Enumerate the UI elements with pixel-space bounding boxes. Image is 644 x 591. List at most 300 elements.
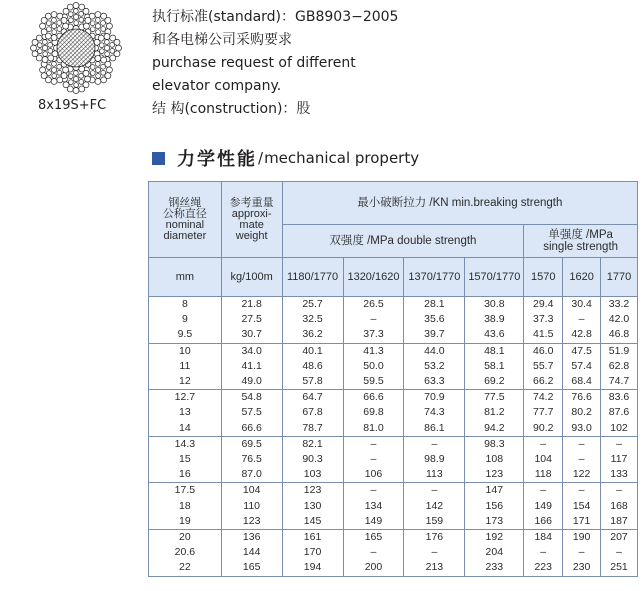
wire-circle [95,23,100,28]
table-row [149,359,638,374]
table-cell: 30.7 [221,327,282,343]
wire-circle [41,29,47,35]
construction-line: 结 构(construction)：股 [152,101,311,117]
wire-circle [63,82,69,88]
wire-circle [83,23,89,29]
wire-circle [99,49,104,54]
wire-circle [57,21,62,26]
table-cell: 171 [563,514,601,530]
wire-circle [51,12,57,18]
table-cell: 26.5 [343,297,404,313]
units-row [149,258,638,297]
requirement-line-en-1: purchase request of different [152,55,356,71]
table-row [149,545,638,560]
section-title-zh: 力学性能 [177,149,257,170]
table-cell: 41.5 [524,327,563,343]
table-cell: 142 [404,499,465,514]
table-row [149,297,638,313]
table-cell: 28.1 [404,297,465,313]
unit-header-cell: kg/100m [221,258,282,297]
wire-circle [73,71,78,76]
wire-circle [47,71,52,76]
wire-circle [110,42,115,47]
wire-circle [101,27,106,32]
wire-circle [73,9,78,14]
wire-circle [105,52,110,57]
table-cell: 93.0 [563,421,601,437]
table-cell: 37.3 [524,312,563,327]
section-title-separator: / [258,149,264,167]
table-row [149,312,638,327]
table-cell: 34.0 [221,343,282,359]
section-heading [152,146,419,170]
standard-line: 执行标准(standard)：GB8903−2005 [152,9,399,25]
table-row [149,499,638,514]
wire-circle [51,23,56,28]
wire-circle [90,21,95,26]
wire-circle [85,76,91,82]
wire-circle [79,86,85,92]
table-cell: 184 [524,530,563,546]
wire-circle [52,62,57,67]
wire-circle [106,67,112,73]
wire-circle [79,11,84,16]
table-cell: 204 [465,545,524,560]
wire-circle [83,8,89,14]
wire-circle [95,18,100,23]
table-cell: 87.0 [221,467,282,483]
wire-circle [89,13,95,19]
wire-circle [57,27,62,32]
table-cell: 113 [404,467,465,483]
table-cell: 42.0 [601,312,638,327]
header-double-strength: 双强度 /MPa double strength [282,225,524,258]
table-cell: – [563,545,601,560]
table-cell: 20 [149,530,222,546]
table-cell: – [343,452,404,467]
header-approximate-weight: 参考重量 approxi- mate weight [221,182,282,258]
table-cell: 40.1 [282,343,343,359]
table-cell: 32.5 [282,312,343,327]
table-cell: 94.2 [465,421,524,437]
wire-circle [116,45,122,51]
table-cell: 59.5 [343,374,404,390]
table-cell: 102 [601,421,638,437]
unit-header-cell: 1570/1770 [465,258,524,297]
table-cell: 251 [601,560,638,576]
rope-cross-section-figure [28,2,124,94]
table-cell: 35.6 [404,312,465,327]
unit-header-cell: mm [149,258,222,297]
table-row [149,421,638,437]
wire-circle [99,43,104,48]
table-cell: 76.5 [221,452,282,467]
table-cell: 90.2 [524,421,563,437]
wire-circle [73,76,78,81]
table-cell: 41.3 [343,343,404,359]
wire-circle [68,74,73,79]
table-cell: 38.9 [465,312,524,327]
table-cell: 57.5 [221,405,282,420]
table-cell: 46.8 [601,327,638,343]
table-cell: 104 [221,483,282,499]
table-cell: 190 [563,530,601,546]
wire-circle [63,23,69,29]
table-cell: 165 [343,530,404,546]
table-cell: 156 [465,499,524,514]
table-cell: 18 [149,499,222,514]
table-row [149,390,638,406]
table-cell: – [601,545,638,560]
wire-circle [52,74,57,79]
table-cell: 154 [563,499,601,514]
wire-circle [110,55,116,61]
table-cell: 233 [465,560,524,576]
wire-circle [41,73,47,79]
wire-circle [68,18,73,23]
table-cell: 14 [149,421,222,437]
table-cell: 11 [149,359,222,374]
table-cell: 98.3 [465,436,524,452]
wire-circle [52,18,57,23]
table-cell: 149 [343,514,404,530]
table-cell: 149 [524,499,563,514]
table-cell: – [524,545,563,560]
table-cell: – [343,312,404,327]
wire-circle [79,17,84,22]
table-cell: 108 [465,452,524,467]
table-cell: 39.7 [404,327,465,343]
table-cell: 19 [149,514,222,530]
table-cell: – [404,545,465,560]
table-cell: 69.5 [221,436,282,452]
table-row [149,405,638,420]
table-cell: 13 [149,405,222,420]
table-cell: 145 [282,514,343,530]
wire-circle [104,34,110,40]
table-cell: 33.2 [601,297,638,313]
table-cell: 130 [282,499,343,514]
table-cell: 20.6 [149,545,222,560]
wire-circle [52,30,57,35]
wire-circle [57,64,62,69]
table-cell: 53.2 [404,359,465,374]
table-cell: – [563,452,601,467]
table-cell: 15 [149,452,222,467]
wire-circle [74,21,79,26]
wire-circle [104,45,109,50]
table-cell: – [563,436,601,452]
wire-circle [101,70,106,75]
wire-circle [67,4,73,10]
wire-circle [31,45,37,51]
table-cell: – [343,436,404,452]
table-cell: 176 [404,530,465,546]
fiber-core-crosshatch [57,29,95,67]
table-cell: 46.0 [524,343,563,359]
table-cell: 80.2 [563,405,601,420]
mechanical-property-table [148,181,638,577]
table-cell: 47.5 [563,343,601,359]
table-cell: 77.5 [465,390,524,406]
table-cell: 36.2 [282,327,343,343]
table-cell: 207 [601,530,638,546]
wire-circle [95,67,100,72]
table-cell: 21.8 [221,297,282,313]
table-cell: 62.8 [601,359,638,374]
wire-circle [48,48,53,53]
table-cell: 170 [282,545,343,560]
wire-circle [105,17,111,23]
wire-circle [37,43,42,48]
table-row [149,560,638,576]
table-cell: 133 [601,467,638,483]
table-cell: 55.7 [524,359,563,374]
table-cell: 104 [524,452,563,467]
table-cell: 27.5 [221,312,282,327]
table-cell: – [601,436,638,452]
unit-header-cell: 1570 [524,258,563,297]
wire-circle [90,71,95,76]
table-row [149,483,638,499]
section-title-en: mechanical property [264,149,420,167]
table-cell: – [563,312,601,327]
table-cell: 147 [465,483,524,499]
table-cell: 48.6 [282,359,343,374]
table-cell: 81.2 [465,405,524,420]
table-cell: 74.7 [601,374,638,390]
table-cell: 51.9 [601,343,638,359]
unit-header-cell: 1770 [601,258,638,297]
wire-circle [48,42,53,47]
table-cell: 103 [282,467,343,483]
table-row [149,514,638,530]
unit-header-cell: 1180/1770 [282,258,343,297]
table-cell: 76.6 [563,390,601,406]
table-cell: 168 [601,499,638,514]
table-cell: 66.6 [343,390,404,406]
wire-circle [110,48,115,53]
table-cell: 213 [404,560,465,576]
table-cell: 58.1 [465,359,524,374]
table-cell: 173 [465,514,524,530]
table-row [149,327,638,343]
square-bullet-icon [152,152,165,165]
requirement-line-zh: 和各电梯公司采购要求 [152,32,292,48]
wire-circle [83,70,89,76]
wire-circle [37,49,42,54]
table-cell: – [343,483,404,499]
table-cell: 41.1 [221,359,282,374]
wire-circle [101,21,106,26]
wire-circle [36,35,42,41]
intro-text [152,6,398,121]
header-min-breaking-strength: 最小破断拉力 /KN min.breaking strength [282,182,637,225]
wire-circle [47,27,52,32]
wire-circle [95,12,101,18]
table-cell: 123 [465,467,524,483]
table-cell: 30.8 [465,297,524,313]
wire-circle [42,40,47,45]
figure-caption: 8x19S+FC [38,98,107,113]
wire-circle [68,12,73,17]
wire-circle [74,83,79,88]
table-cell: 166 [524,514,563,530]
wire-circle [96,74,101,79]
table-row [149,343,638,359]
wire-circle [105,61,111,67]
wire-circle [79,73,84,78]
table-cell: 54.8 [221,390,282,406]
table-cell: – [343,545,404,560]
wire-circle [73,88,79,94]
table-cell: 230 [563,560,601,576]
wire-circle [90,65,95,70]
unit-header-cell: 1320/1620 [343,258,404,297]
wire-circle [40,67,46,73]
table-cell: – [563,483,601,499]
table-cell: 187 [601,514,638,530]
wire-circle [79,79,84,84]
header-nominal-diameter: 钢丝绳 公称直径 nominal diameter [149,182,222,258]
table-cell: 86.1 [404,421,465,437]
table-cell: 14.3 [149,436,222,452]
wire-circle [42,45,47,50]
table-cell: 87.6 [601,405,638,420]
table-cell: 10 [149,343,222,359]
wire-circle [32,51,38,57]
table-cell: 81.0 [343,421,404,437]
header-single-strength: 单强度 /MPa single strength [524,225,638,258]
table-cell: 9 [149,312,222,327]
table-cell: 37.3 [343,327,404,343]
wire-circle [98,35,104,41]
wire-circle [68,80,73,85]
table-cell: 134 [343,499,404,514]
table-cell: 57.4 [563,359,601,374]
table-row [149,436,638,452]
table-cell: 159 [404,514,465,530]
table-cell: 194 [282,560,343,576]
wire-circle [61,17,67,23]
table-cell: 123 [221,514,282,530]
wire-circle [45,13,51,19]
table-cell: 106 [343,467,404,483]
table-body [149,297,638,577]
wire-circle [63,67,69,73]
wire-circle [48,55,54,61]
table-cell: 66.2 [524,374,563,390]
wire-circle [95,78,101,84]
table-cell: 66.6 [221,421,282,437]
table-cell: 192 [465,530,524,546]
table-cell: 144 [221,545,282,560]
table-cell: 69.8 [343,405,404,420]
wire-circle [43,52,48,57]
wire-circle [101,77,107,83]
unit-header-cell: 1620 [563,258,601,297]
wire-circle [46,21,51,26]
table-cell: 12 [149,374,222,390]
wire-circle [95,55,101,61]
table-cell: – [404,483,465,499]
table-cell: 78.7 [282,421,343,437]
wire-circle [95,62,100,67]
table-cell: 8 [149,297,222,313]
table-cell: – [524,483,563,499]
wire-circle [90,27,95,32]
table-row [149,452,638,467]
table-cell: 48.1 [465,343,524,359]
wire-circle [57,77,63,83]
table-cell: 83.6 [601,390,638,406]
wire-circle [106,23,112,29]
table-cell: 98.9 [404,452,465,467]
wire-circle [51,35,57,41]
table-cell: 25.7 [282,297,343,313]
table-cell: 63.3 [404,374,465,390]
table-cell: 22 [149,560,222,576]
table-row [149,374,638,390]
wire-circle [101,64,106,69]
table-cell: 50.0 [343,359,404,374]
table-cell: 223 [524,560,563,576]
table-cell: 117 [601,452,638,467]
wire-circle [104,40,109,45]
table-cell: 77.7 [524,405,563,420]
table-cell: 118 [524,467,563,483]
table-cell: 123 [282,483,343,499]
table-cell: 74.2 [524,390,563,406]
table-cell: 165 [221,560,282,576]
table-cell: 9.5 [149,327,222,343]
table-cell: 82.1 [282,436,343,452]
requirement-line-en-2: elevator company. [152,78,282,94]
table-cell: 42.8 [563,327,601,343]
table-cell: 29.4 [524,297,563,313]
table-cell: 67.8 [282,405,343,420]
table-cell: 68.4 [563,374,601,390]
unit-header-cell: 1370/1770 [404,258,465,297]
wire-circle [96,30,101,35]
table-cell: 122 [563,467,601,483]
wire-circle [46,65,51,70]
table-cell: 200 [343,560,404,576]
wire-circle [73,14,78,19]
table-cell: 64.7 [282,390,343,406]
table-cell: – [601,483,638,499]
table-cell: – [524,436,563,452]
table-cell: 12.7 [149,390,222,406]
table-cell: 161 [282,530,343,546]
table-cell: 110 [221,499,282,514]
table-cell: 90.3 [282,452,343,467]
wire-circle [42,57,48,63]
table-cell: 69.2 [465,374,524,390]
table-cell: – [404,436,465,452]
table-cell: 49.0 [221,374,282,390]
table-cell: 136 [221,530,282,546]
wire-circle [57,70,62,75]
wire-circle [51,78,57,84]
wire-circle [73,3,79,9]
table-cell: 17.5 [149,483,222,499]
table-cell: 70.9 [404,390,465,406]
table-row [149,530,638,546]
table-cell: 57.8 [282,374,343,390]
table-row [149,467,638,483]
table-cell: 44.0 [404,343,465,359]
